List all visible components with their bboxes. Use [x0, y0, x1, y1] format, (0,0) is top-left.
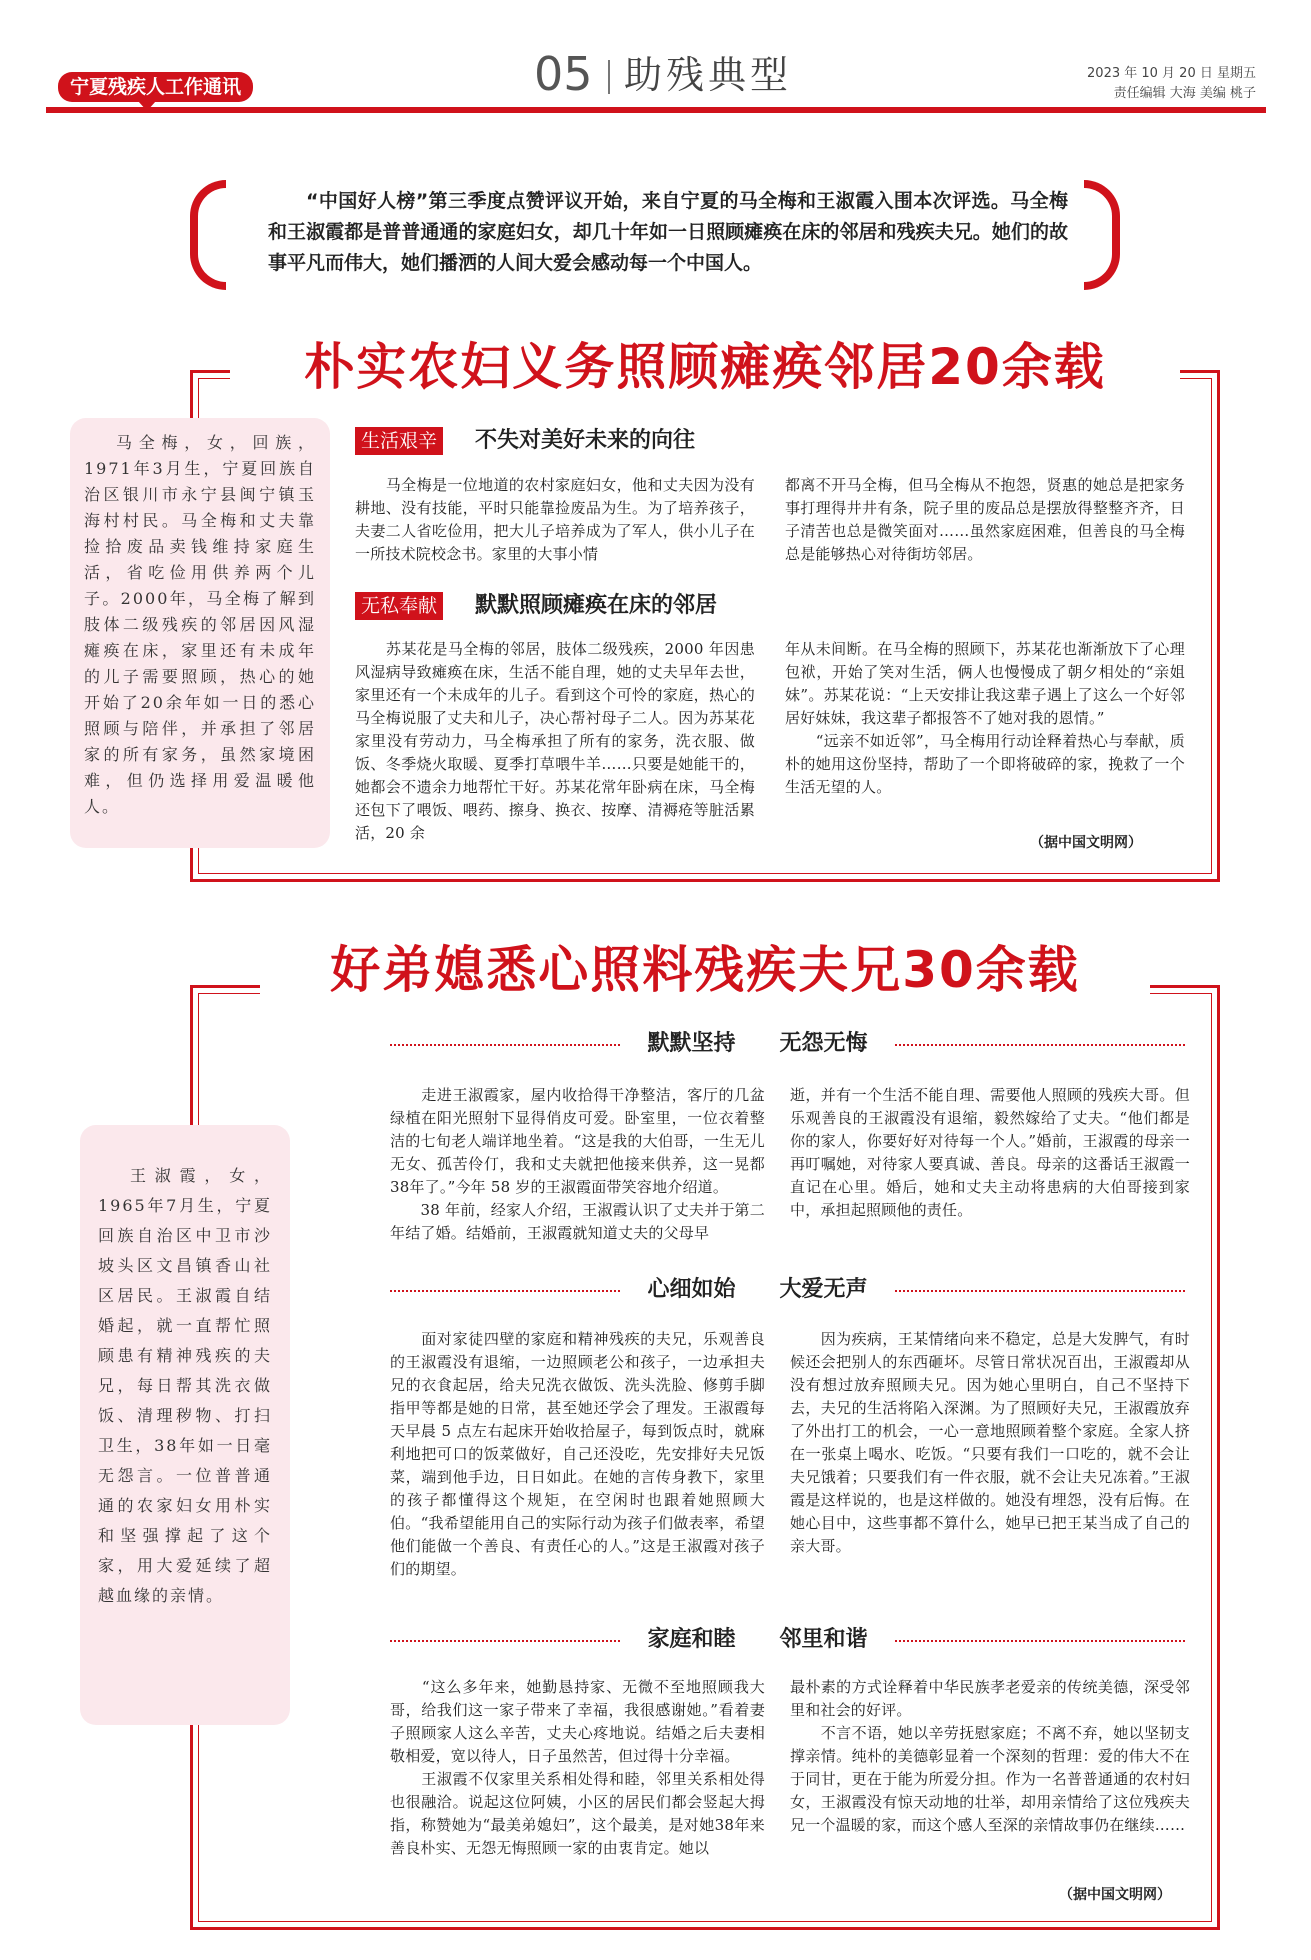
story1-bio: 马全梅，女，回族，1971年3月生，宁夏回族自治区银川市永宁县闽宁镇玉海村村民。马全梅和丈夫靠捡拾废品卖钱维持家庭生活，省吃俭用供养两个儿子。2000年，马全梅了解到肢体二级残疾的邻居因风湿瘫痪在床，家里还有未成年的儿子需要照顾，热心的她开始了20余年如一日的悉心照顾与陪伴，并承担了邻居家的所有家务，虽然家境困难，但仍选择用爱温暖他人。 — [70, 418, 330, 848]
story2-s2-rule-right — [895, 1290, 1185, 1292]
editors: 责任编辑 大海 美编 桃子 — [1113, 86, 1256, 101]
issue-date: 2023 年 10 月 20 日 星期五 — [1087, 66, 1256, 81]
story2-s1-rule-right — [895, 1044, 1185, 1046]
story2-s1-heading: 默默坚持 无怨无悔 — [647, 1031, 868, 1056]
story1-s2-left: 苏某花是马全梅的邻居，肢体二级残疾，2000 年因患风湿病导致瘫痪在床，生活不能自理，她的丈夫早年去世，家里还有一个未成年的儿子。看到这个可怜的家庭，热心的马全梅说服了丈夫和儿子，决心帮衬母子二人。因为苏某花家里没有劳动力，马全梅承担了所有的家务，洗衣服、做饭、冬季烧火取暖、夏季打草喂牛羊……只要是她能干的，她都会不遗余力地帮忙干好。苏某花常年卧病在床，马全梅还包下了喂饭、喂药、擦身、换衣、按摩、清褥疮等脏活累活，20 余 — [355, 640, 755, 842]
story2-title: 好弟媳悉心照料残疾夫兄30余载 — [330, 941, 1080, 999]
story1-s2-right: 年从未间断。在马全梅的照顾下，苏某花也渐渐放下了心理包袱，开始了笑对生活，俩人也慢慢成了朝夕相处的“亲姐妹”。苏某花说：“上天安排让我这辈子遇上了这么一个好邻居好妹妹，我这辈子都报答不了她对我的恩情。” “远亲不如近邻”，马全梅用行动诠释着热心与奉献，质朴的她用这份坚持，帮助了一个即将破碎的家，挽救了一个生活无望的人。 — [785, 640, 1185, 796]
paper-name-badge: 宁夏残疾人工作通讯 — [58, 72, 253, 102]
page-number: 05 — [534, 47, 593, 101]
story2-s3-left: “这么多年来，她勤恳持家、无微不至地照顾我大哥，给我们这一家子带来了幸福，我很感谢她。”看着妻子照顾家人这么辛苦，丈夫心疼地说。结婚之后夫妻相敬相爱，宽以待人，日子虽然苦，但过得十分幸福。 王淑霞不仅家里关系相处得和睦，邻里关系相处得也很融洽。说起这位阿姨，小区的居民们都会竖起大拇指，称赞她为“最美弟媳妇”，这个最美，是对她38年来善良朴实、无怨无悔照顾一家的由衷肯定。她以 — [390, 1678, 765, 1857]
story1-title: 朴实农妇义务照顾瘫痪邻居20余载 — [304, 338, 1106, 396]
story2-s1-right: 逝，并有一个生活不能自理、需要他人照顾的残疾大哥。但乐观善良的王淑霞没有退缩，毅然嫁给了丈夫。“他们都是你的家人，你要好好对待每一个人。”婚前，王淑霞的母亲一再叮嘱她，对待家人要真诚、善良。母亲的这番话王淑霞一直记在心里。婚后，她和丈夫主动将患病的大伯哥接到家中，承担起照顾他的责任。 — [790, 1086, 1190, 1219]
header-divider — [608, 60, 610, 94]
intro-box — [190, 180, 1120, 290]
story1-s1-left: 马全梅是一位地道的农村家庭妇女，他和丈夫因为没有耕地、没有技能，平时只能靠捡废品为生。为了培养孩子，夫妻二人省吃俭用，把大儿子培养成为了军人，供小儿子在一所技术院校念书。家里的大事小情 — [355, 476, 755, 563]
section-title: 助残典型 — [624, 53, 793, 97]
story2-s3-heading: 家庭和睦 邻里和谐 — [647, 1627, 868, 1652]
intro-text: “中国好人榜”第三季度点赞评议开始，来自宁夏的马全梅和王淑霞入围本次评选。马全梅和王淑霞都是普普通通的家庭妇女，却几十年如一日照顾瘫痪在床的邻居和残疾夫兄。她们的故事平凡而伟大，她们播洒的人间大爱会感动每一个中国人。 — [268, 190, 1068, 274]
story1-section1-header — [355, 425, 1075, 459]
story2-s3-right: 最朴素的方式诠释着中华民族孝老爱亲的传统美德，深受邻里和社会的好评。 不言不语，她以辛劳抚慰家庭；不离不弃，她以坚韧支撑亲情。纯朴的美德彰显着一个深刻的哲理：爱的伟大不在于同甘，更在于能为所爱分担。作为一名普普通通的农村妇女，王淑霞没有惊天动地的壮举，却用亲情给了这位残疾夫兄一个温暖的家，而这个感人至深的亲情故事仍在继续…… — [790, 1678, 1190, 1834]
story2-s1-rule-left — [390, 1044, 620, 1046]
story1-section2-header — [355, 590, 1075, 624]
left-bracket — [190, 180, 226, 290]
right-bracket — [1084, 180, 1120, 290]
story2-s3-rule-right — [895, 1640, 1185, 1642]
story2-bio: 王淑霞，女，1965年7月生，宁夏回族自治区中卫市沙坡头区文昌镇香山社区居民。王淑霞自结婚起，就一直帮忙照顾患有精神残疾的夫兄，每日帮其洗衣做饭、清理秽物、打扫卫生，38年如一日毫无怨言。一位普普通通的农家妇女用朴实和坚强撑起了这个家，用大爱延续了超越血缘的亲情。 — [80, 1125, 290, 1725]
story2-source: （据中国文明网） — [1055, 1884, 1171, 1904]
header-rule — [46, 107, 1266, 113]
section-heading: 默默照顾瘫痪在床的邻居 — [475, 593, 718, 618]
story2-s2-left: 面对家徒四壁的家庭和精神残疾的夫兄，乐观善良的王淑霞没有退缩，一边照顾老公和孩子，一边承担夫兄的衣食起居，给夫兄洗衣做饭、洗头洗脸、修剪手脚指甲等都是她的日常，甚至她还学会了理发。王淑霞每天早晨 5 点左右起床开始收拾屋子，每到饭点时，就麻利地把可口的饭菜做好，自己还没吃，先安排好夫兄饭菜，端到他手边，日日如此。在她的言传身教下，家里的孩子都懂得这个规矩，在空闲时也跟着她照顾大伯。“我希望能用自己的实际行动为孩子们做表率，希望他们能做一个善良、有责任心的人。”这是王淑霞对孩子们的期望。 — [390, 1330, 765, 1578]
story2-s2-rule-left — [390, 1290, 620, 1292]
section-tag: 无私奉献 — [355, 592, 443, 620]
section-heading: 不失对美好未来的向往 — [475, 428, 696, 453]
story2-s2-right: 因为疾病，王某情绪向来不稳定，总是大发脾气，有时候还会把别人的东西砸坏。尽管日常状况百出，王淑霞却从没有想过放弃照顾夫兄。因为她心里明白，自己不坚持下去，夫兄的生活将陷入深渊。为了照顾好夫兄，王淑霞放弃了外出打工的机会，一心一意地照顾着整个家庭。全家人挤在一张桌上喝水、吃饭。“只要有我们一口吃的，就不会让夫兄饿着；只要我们有一件衣服，就不会让夫兄冻着。”王淑霞是这样说的，也是这样做的。她没有埋怨，没有后悔。在她心目中，这些事都不算什么，她早已把王某当成了自己的亲大哥。 — [790, 1330, 1190, 1555]
story1-s1-right: 都离不开马全梅，但马全梅从不抱怨，贤惠的她总是把家务事打理得井井有条，院子里的废品总是摆放得整整齐齐，日子清苦也总是微笑面对……虽然家庭困难，但善良的马全梅总是能够热心对待街坊邻居。 — [785, 476, 1185, 563]
story2-s3-rule-left — [390, 1640, 620, 1642]
story2-s2-heading: 心细如始 大爱无声 — [647, 1277, 868, 1302]
section-tag: 生活艰辛 — [355, 427, 443, 455]
story1-source: （据中国文明网） — [1030, 835, 1142, 851]
masthead — [46, 40, 1266, 115]
story2-s1-left: 走进王淑霞家，屋内收拾得干净整洁，客厅的几盆绿植在阳光照射下显得俏皮可爱。卧室里，一位衣着整洁的七旬老人端详地坐着。“这是我的大伯哥，一生无儿无女、孤苦伶仃，我和丈夫就把他接来供养，这一晃都38年了。”今年 58 岁的王淑霞面带笑容地介绍道。 38 年前，经家人介绍，王淑霞认识了丈夫并于第二年结了婚。结婚前，王淑霞就知道丈夫的父母早 — [390, 1086, 765, 1242]
